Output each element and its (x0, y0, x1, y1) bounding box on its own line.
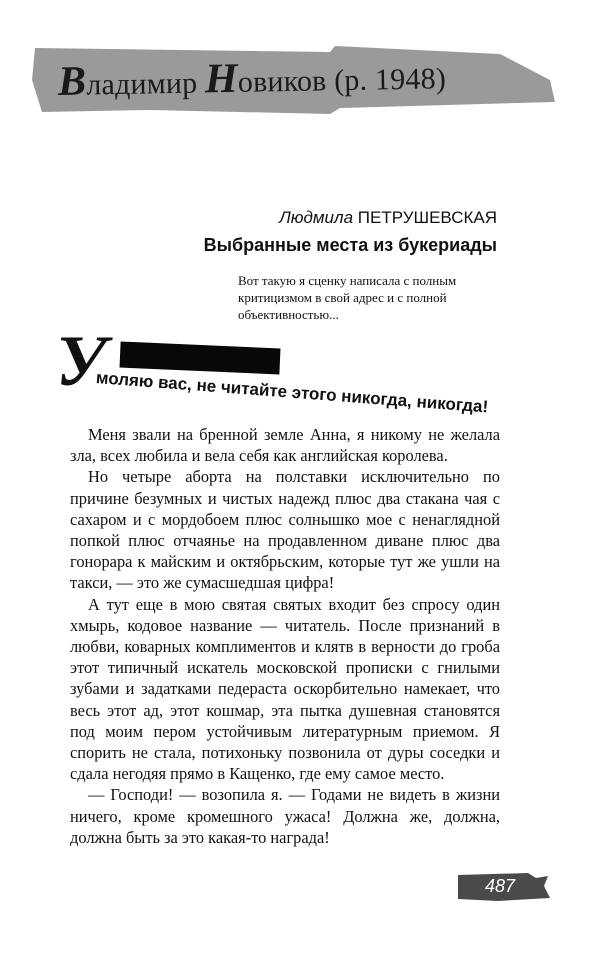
paragraph: — Господи! — возопила я. — Годами не видеть в жизни ничего, кроме кромешного ужаса! Должна же, должна, должна быть за это какая-то награда! (70, 785, 500, 847)
author-first-name: Людмила (279, 208, 354, 227)
epigraph: Вот такую я сценку написала с полным критицизмом в свой адрес и с полной объективностью... (238, 273, 457, 322)
paragraph: Меня звали на бренной земле Анна, я никому не желала зла, всех любила и вела себя как английская королева. (70, 425, 500, 466)
header-second-initial-letter: Н (204, 55, 239, 103)
page-number: 487 (484, 876, 516, 896)
header-initial-letter: В (57, 58, 87, 105)
header-author-name (58, 51, 447, 106)
drop-cap: У (56, 321, 107, 401)
author-last-name: ПЕТРУШЕВСКАЯ (357, 208, 497, 227)
header-first-name-rest: ладимир (85, 66, 206, 102)
plea-line: моляю вас, не читайте этого никогда, никогда! (95, 368, 489, 417)
redaction-bar (120, 342, 281, 375)
story-title: Выбранные места из букериады (203, 235, 497, 255)
paragraph: А тут еще в мою святая святых входит без спросу один хмырь, кодовое название — читатель. После признаний в любви, коварных комплиментов и клятв в верности до гроба этот типичный искатель московской прописки с гнилыми зубами и задатками педераста оскорбительно намекает, что весь этот ад, этот кошмар, эта пытка душевная становятся под моим пером устойчивым литературным приемом. Я спорить не стала, потихоньку позвонила от дуры соседки и сдала негодяя прямо в Кащенко, где ему самое место. (70, 594, 500, 784)
story-author (279, 208, 497, 228)
header-second-name-rest: овиков (р. 1948) (237, 62, 447, 99)
body-text (70, 424, 500, 848)
paragraph: Но четыре аборта на полставки исключительно по причине безумных и чистых надежд плюс два стакана чая с сахаром и с мордобоем плюс солнышко мое с ненаглядной попкой плюс отчаянье на продавленном диване плюс два гонорара к майским и октябрьским, которые тут же ушли на такси, — это же сумасшедшая цифра! (70, 467, 500, 593)
page-number-tab (458, 872, 550, 902)
